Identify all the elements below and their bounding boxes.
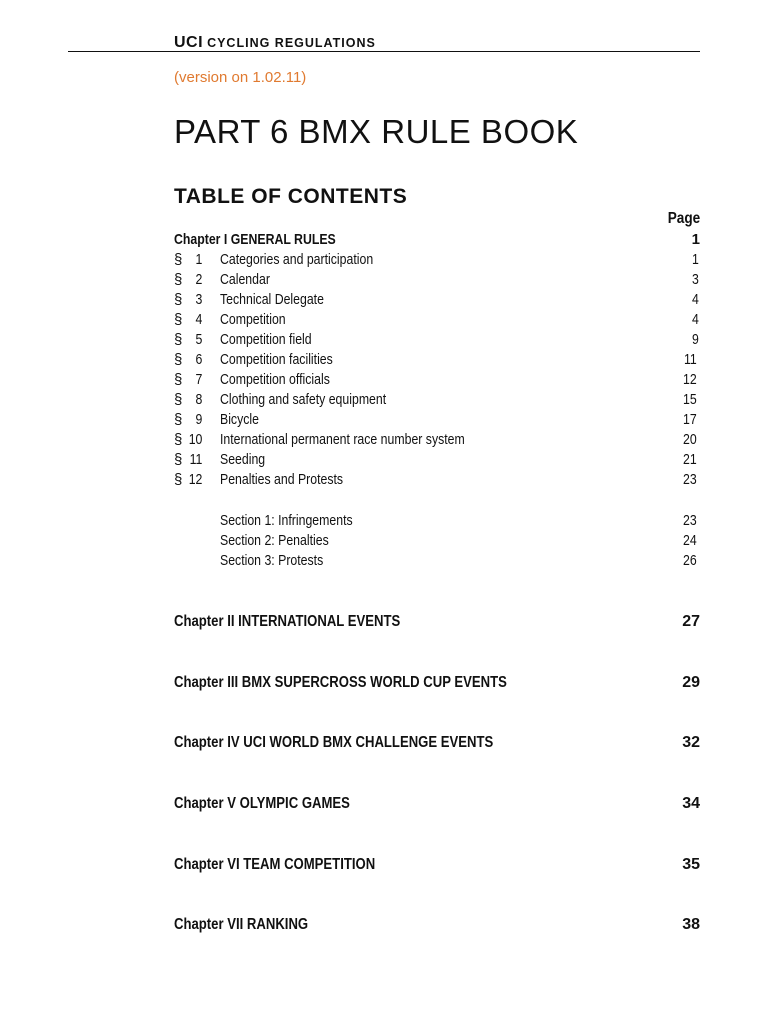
section-number: 12 [188,471,203,488]
section-page: 23 [683,471,697,488]
toc-section[interactable] [174,370,700,390]
toc-page-number: 38 [682,916,700,933]
subsection-page: 24 [683,532,697,549]
version-note: (version on 1.02.11) [174,69,307,86]
subsection-label: Section 1: Infringements [220,512,353,529]
section-label: Competition field [220,331,312,348]
toc-chapter-label: Chapter III BMX SUPERCROSS WORLD CUP EVENTS [174,674,507,691]
toc-section[interactable] [174,410,700,430]
page-title: PART 6 BMX RULE BOOK [174,113,579,150]
page-column-header: Page [667,210,700,227]
section-page: 15 [683,391,697,408]
section-label: Bicycle [220,411,259,428]
toc-chapter-1[interactable] [174,230,700,250]
section-label: Technical Delegate [220,291,324,308]
toc-subsection[interactable] [174,531,700,551]
subsection-page: 26 [683,552,697,569]
section-symbol: § [174,331,183,348]
toc-page-number: 32 [682,734,700,751]
header-rule [68,51,700,52]
section-symbol: § [174,391,183,408]
section-page: 12 [683,371,697,388]
section-label: Seeding [220,451,266,468]
section-symbol: § [174,411,183,428]
toc-section[interactable] [174,450,700,470]
section-label: Competition officials [220,371,330,388]
section-symbol: § [174,311,183,328]
section-label: Clothing and safety equipment [220,391,387,408]
toc-chapter[interactable] [174,733,700,753]
section-label: Competition facilities [220,351,333,368]
toc-chapter[interactable] [174,673,700,693]
subsection-label: Section 2: Penalties [220,532,329,549]
section-label: International permanent race number system [220,431,465,448]
toc-section[interactable] [174,470,700,490]
running-header [174,34,376,52]
section-symbol: § [174,431,183,448]
section-page: 1 [691,251,699,268]
toc-page-number: 1 [691,231,700,248]
toc-section[interactable] [174,270,700,290]
subsection-page: 23 [683,512,697,529]
toc-section[interactable] [174,330,700,350]
section-symbol: § [174,251,183,268]
section-number: 3 [195,291,203,308]
section-label: Competition [220,311,286,328]
toc-section[interactable] [174,250,700,270]
section-symbol: § [174,371,183,388]
section-number: 4 [195,311,203,328]
toc-chapter-label: Chapter IV UCI WORLD BMX CHALLENGE EVENTS [174,734,494,751]
section-number: 8 [195,391,203,408]
toc-section[interactable] [174,290,700,310]
toc-chapter[interactable] [174,855,700,875]
toc-chapter-label: Chapter II INTERNATIONAL EVENTS [174,613,401,630]
toc-section[interactable] [174,310,700,330]
section-number: 2 [195,271,203,288]
toc-chapter-label: Chapter I GENERAL RULES [174,231,336,248]
section-page: 21 [683,451,697,468]
toc-heading: TABLE OF CONTENTS [174,185,408,208]
toc-chapter[interactable] [174,915,700,935]
section-label: Calendar [220,271,270,288]
toc-chapter[interactable] [174,612,700,632]
toc-section[interactable] [174,430,700,450]
toc-subsection[interactable] [174,511,700,531]
section-page: 4 [691,291,699,308]
section-symbol: § [174,471,183,488]
header-org: UCI [174,34,204,51]
section-label: Categories and participation [220,251,374,268]
section-page: 4 [691,311,699,328]
section-page: 11 [684,351,698,368]
toc-chapter[interactable] [174,794,700,814]
toc-chapter-label: Chapter VII RANKING [174,916,309,933]
toc-page-number: 35 [682,856,700,873]
section-page: 9 [691,331,699,348]
section-number: 6 [195,351,203,368]
section-number: 10 [188,431,203,448]
section-symbol: § [174,451,183,468]
section-number: 7 [195,371,203,388]
section-symbol: § [174,351,183,368]
section-number: 1 [195,251,203,268]
section-number: 11 [189,451,203,468]
toc-page-number: 27 [682,613,700,630]
section-page: 3 [691,271,699,288]
toc-page-number: 29 [682,674,700,691]
section-symbol: § [174,291,183,308]
section-number: 5 [195,331,203,348]
toc-page-number: 34 [682,795,700,812]
section-label: Penalties and Protests [220,471,344,488]
toc-section[interactable] [174,390,700,410]
section-number: 9 [195,411,203,428]
toc-subsection[interactable] [174,551,700,571]
section-symbol: § [174,271,183,288]
toc-chapter-label: Chapter VI TEAM COMPETITION [174,856,376,873]
section-page: 17 [683,411,697,428]
section-page: 20 [683,431,697,448]
toc-chapter-label: Chapter V OLYMPIC GAMES [174,795,350,812]
header-doc: CYCLING REGULATIONS [207,36,376,50]
toc-section[interactable] [174,350,700,370]
subsection-label: Section 3: Protests [220,552,324,569]
